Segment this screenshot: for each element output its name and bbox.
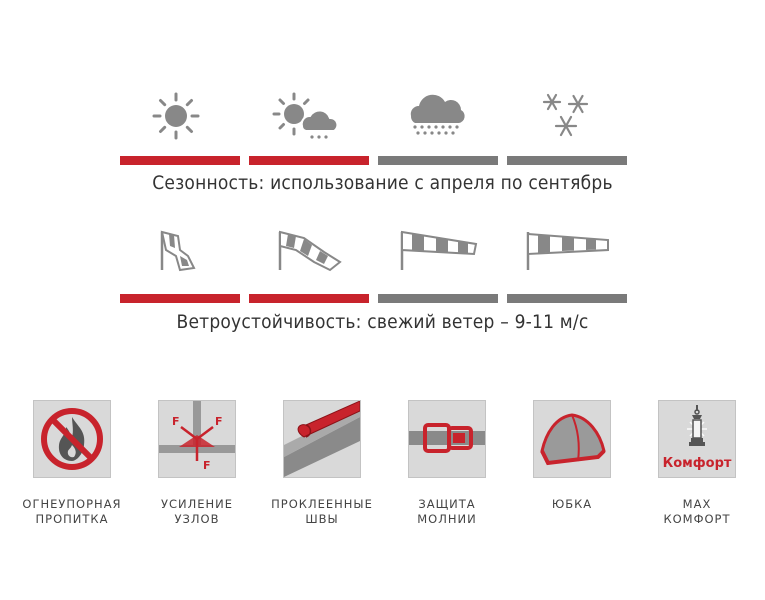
- feature-label-line1: ОГНЕУПОРНАЯ: [22, 497, 122, 511]
- cloud-rain-icon: [405, 90, 469, 136]
- feature-label-line1: УСИЛЕНИЕ: [160, 497, 234, 511]
- feature-taped-seams: [262, 400, 382, 527]
- feature-label-line1: ЗАЩИТА: [418, 497, 476, 511]
- feature-label-line2: УЗЛОВ: [174, 512, 220, 526]
- season-bar-2: [249, 156, 369, 165]
- windsock-light-icon: [274, 226, 344, 272]
- wind-bar-4: [507, 294, 627, 303]
- season-bar-3: [378, 156, 498, 165]
- taped-seams-icon: [283, 400, 361, 478]
- reinforced-joints-icon: [158, 400, 236, 478]
- feature-reinforced-joints: [137, 400, 257, 527]
- feature-label-line2: ПРОПИТКА: [35, 512, 109, 526]
- zipper-protection-icon: [408, 400, 486, 478]
- feature-label-line1: ПРОКЛЕЕННЫЕ: [271, 497, 373, 511]
- season-caption: Сезонность: использование с апреля по сентябрь: [152, 172, 613, 194]
- feature-label-line2: ШВЫ: [305, 512, 339, 526]
- sun-icon: [152, 92, 200, 140]
- feature-label-line2: МОЛНИИ: [417, 512, 477, 526]
- feature-label-line1: MAX: [682, 497, 712, 511]
- svg-text:F: F: [215, 415, 223, 428]
- feature-zipper-protection: [387, 400, 507, 527]
- wind-bar-3: [378, 294, 498, 303]
- max-comfort-icon: [658, 400, 736, 478]
- windsock-moderate-icon: [396, 226, 480, 272]
- svg-text:F: F: [172, 415, 180, 428]
- sun-cloud-rain-icon: [272, 92, 344, 140]
- wind-bar-1: [120, 294, 240, 303]
- feature-label-line1: ЮБКА: [551, 497, 593, 511]
- season-bar-4: [507, 156, 627, 165]
- feature-label-line2: КОМФОРТ: [663, 512, 731, 526]
- tent-skirt-icon: [533, 400, 611, 478]
- feature-max-comfort: [637, 400, 757, 527]
- comfort-badge: Комфорт: [662, 456, 732, 471]
- svg-text:F: F: [203, 459, 211, 472]
- feature-fire-retardant: [12, 400, 132, 527]
- season-bar-1: [120, 156, 240, 165]
- feature-tent-skirt: [512, 400, 632, 512]
- wind-bar-2: [249, 294, 369, 303]
- snowflakes-icon: [540, 90, 596, 138]
- fire-retardant-icon: [33, 400, 111, 478]
- windsock-strong-icon: [522, 226, 612, 272]
- wind-caption: Ветроустойчивость: свежий ветер – 9-11 м/с: [176, 311, 589, 333]
- windsock-calm-icon: [158, 226, 202, 272]
